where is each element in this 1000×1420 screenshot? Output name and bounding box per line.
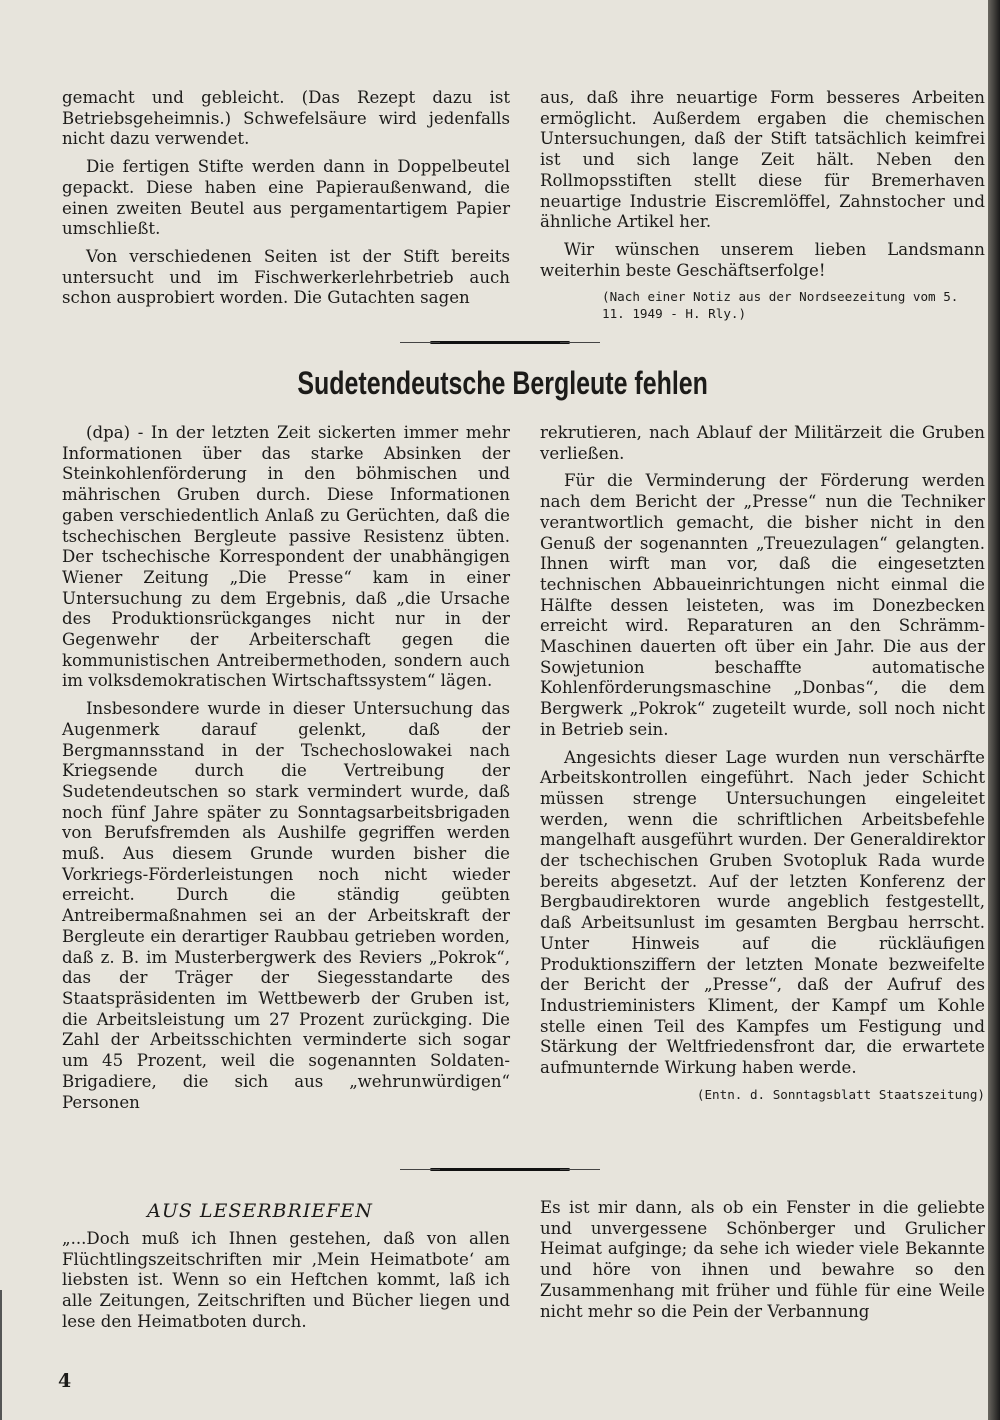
page-number: 4 [58,1370,72,1392]
letters-heading: AUS LESERBRIEFEN [147,1200,373,1222]
main-article-right-column [540,423,985,1110]
paragraph: Wir wünschen unserem lieben Landsmann weiterhin beste Geschäftserfolge! [540,239,985,280]
paragraph: Die fertigen Stifte werden dann in Doppelbeutel gepackt. Diese haben eine Papieraußenwand, die einen zweiten Beutel aus pergamentartigem Papier umschließt. [62,157,510,239]
section-divider [430,341,570,344]
source-note: (Entn. d. Sonntagsblatt Staatszeitung) [696,1086,985,1102]
paragraph: gemacht und gebleicht. (Das Rezept dazu ist Betriebsgeheimnis.) Schwefelsäure wird jedenfalls nicht dazu verwendet. [62,88,510,149]
paragraph: Insbesondere wurde in dieser Untersuchung das Augenmerk darauf gelenkt, daß der Bergmannsstand in der Tschechoslowakei nach Kriegsende durch die Vertreibung der Sudetendeutschen so stark vermindert wurde, daß noch fünf Jahre später zu Sonntagsarbeitsbrigaden von Berufsfremden als Aushilfe gegriffen werden muß. Aus diesem Grunde wurden bisher die Vorkriegs-Förderleistungen noch nicht wieder erreicht. Durch die ständig geübten Antreibermaßnahmen sei an der Arbeitskraft der Bergleute ein derartiger Raubbau getrieben worden, daß z. B. im Musterbergwerk des Reviers „Pokrok“, das der Träger der Siegesstandarte des Staatspräsidenten im Wettbewerb der Gruben ist, die Arbeitsleistung um 27 Prozent zurückging. Die Zahl der Arbeitsschichten verminderte sich sogar um 45 Prozent, weil die sogenannten Soldaten-Brigadiere, die sich aus „wehrunwürdigen“ Personen [62,699,510,1112]
section-divider [430,1168,570,1171]
paragraph: Angesichts dieser Lage wurden nun verschärfte Arbeitskontrollen eingeführt. Nach jeder Schicht müssen strenge Untersuchungen eingeleitet werden, wenn die schriftlichen Arbeitsbefehle mangelhaft ausgeführt wurden. Der Generaldirektor der tschechischen Gruben Svotopluk Rada wurde bereits abgesetzt. Auf der letzten Konferenz der Bergbaudirektoren wurde angeblich festgestellt, daß Arbeitsunlust im gesamten Bergbau herrscht. Unter Hinweis auf die rückläufigen Produktionsziffern der letzten Monate bezweifelte der Bericht der „Presse“, daß der Aufruf des Industrieministers Kliment, der Kampf um Kohle stelle einen Teil des Kampfes um Festigung und Stärkung der Weltfriedensfront dar, die erwartete aufmunternde Wirkung haben werde. [540,747,985,1078]
paragraph: aus, daß ihre neuartige Form besseres Arbeiten ermöglicht. Außerdem ergaben die chemischen Untersuchungen, daß der Stift tatsächlich keimfrei ist und sich lange Zeit hält. Neben den Rollmopsstiften stellt diese für Bremerhaven neuartige Industrie Eiscremlöffel, Zahnstocher und ähnliche Artikel her. [540,88,985,232]
paragraph: Für die Verminderung der Förderung werden nach dem Bericht der „Presse“ nun die Techniker verantwortlich gemacht, die bisher nicht in den Genuß der sogenannten „Treuezulagen“ gelangten. Ihnen wirft man vor, daß die eingesetzten technischen Abbaueinrichtungen nicht einmal die Hälfte dessen leisteten, was im Donezbecken erreicht wird. Reparaturen an den Schrämm-Maschinen dauerten oft über ein Jahr. Die aus der Sowjetunion beschaffte automatische Kohlenförderungsmaschine „Donbas“, die dem Bergwerk „Pokrok“ zugeteilt wurde, soll noch nicht in Betrieb sein. [540,471,985,739]
letters-right-column [540,1198,985,1329]
source-note: (Nach einer Notiz aus der Nordseezeitung vom 5. 11. 1949 - H. Rly.) [602,289,959,322]
paragraph: „...Doch muß ich Ihnen gestehen, daß von allen Flüchtlingszeitschriften mir ‚Mein Heimatbote‘ am liebsten ist. Wenn so ein Heftchen kommt, laß ich alle Zeitungen, Zeitschriften und Bücher liegen und lese den Heimatboten durch. [62,1229,510,1331]
paragraph: (dpa) - In der letzten Zeit sickerten immer mehr Informationen über das starke Absinken der Steinkohlenförderung in den böhmischen und mährischen Gruben durch. Diese Informationen gaben verschiedentlich Anlaß zu Gerüchten, daß die tschechischen Bergleute passive Resistenz übten. Der tschechische Korrespondent der unabhängigen Wiener Zeitung „Die Presse“ kam in einer Untersuchung zu dem Ergebnis, daß „die Ursache des Produktionsrückganges nicht nur in der Gegenwehr der Arbeiterschaft gegen die kommunistischen Antreibermethoden, sondern auch im volksdemokratischen Wirtschaftssystem“ lägen. [62,423,510,691]
article-headline: Sudetendeutsche Bergleute fehlen [297,365,708,401]
paragraph: Von verschiedenen Seiten ist der Stift bereits untersucht und im Fischwerkerlehrbetrieb auch schon ausprobiert worden. Die Gutachten sagen [62,246,510,308]
letters-left-column [62,1229,510,1340]
page-edge-shadow [988,0,1000,1420]
page-edge-line [0,1290,2,1420]
paragraph: Es ist mir dann, als ob ein Fenster in die geliebte und unvergessene Schönberger und Grulicher Heimat aufginge; da sehe ich wieder viele Bekannte und höre von ihnen und bewahre so den Zusammenhang mit früher und fühle für eine Weile nicht mehr so die Pein der Verbannung [540,1198,985,1321]
continued-article-left-column [62,88,510,316]
continued-article-right-column [540,88,985,329]
main-article-left-column [62,423,510,1120]
paragraph: rekrutieren, nach Ablauf der Militärzeit die Gruben verließen. [540,423,985,463]
